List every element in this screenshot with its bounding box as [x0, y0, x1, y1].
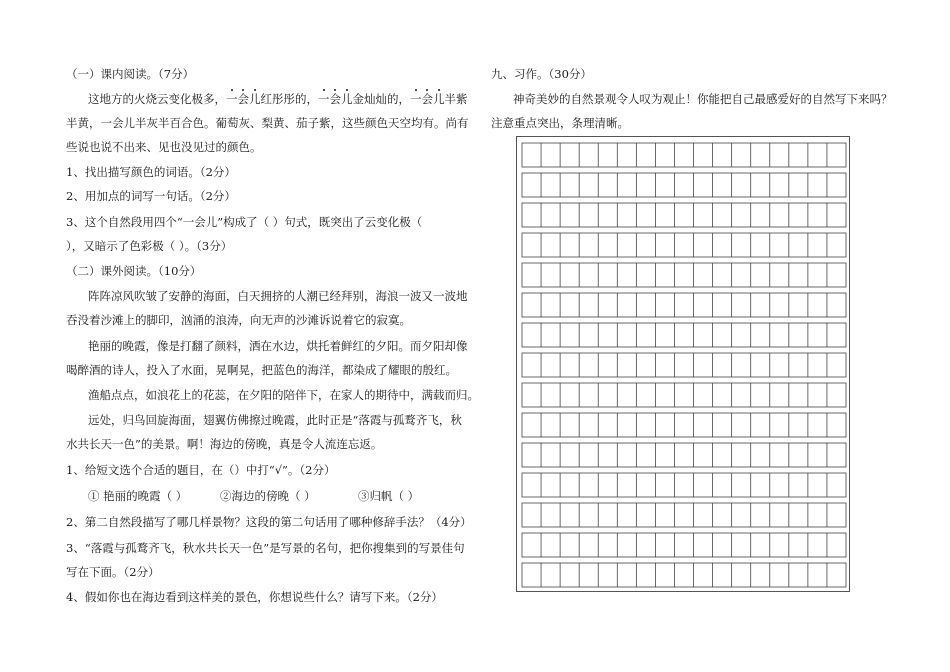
question-1-3-line-2: ），又暗示了色彩极（ ）。（3分）: [66, 239, 233, 253]
question-1-2: 2、用加点的词写一句话。（2分）: [66, 189, 236, 203]
section-one-heading: （一）课内阅读。（7分）: [66, 67, 195, 81]
grid-row: [522, 143, 846, 167]
passage-one-line-3: 些说也说不出来、见也没见过的颜色。: [66, 140, 262, 154]
grid-row: [522, 293, 846, 317]
grid-row: [522, 383, 846, 407]
passage-two-p4-line-1: 远处，归鸟回旋海面，翅翼仿佛擦过晚霞，此时正是“落霞与孤鹜齐飞，秋: [88, 413, 462, 427]
grid-row-frame: [522, 323, 846, 347]
passage-one-text: 这地方的火烧云变化极多，: [88, 92, 226, 106]
composition-prompt-line-2: 注意重点突出，条理清晰。: [491, 116, 629, 130]
passage-two-p2-line-2: 喝醉酒的诗人，投入了水面，晃啊晃，把蓝色的海洋，都染成了耀眼的殷红。: [66, 363, 457, 377]
grid-row-frame: [522, 563, 846, 587]
question-1-1: 1、找出描写颜色的词语。（2分）: [66, 165, 236, 179]
option-2[interactable]: ②海边的傍晚（ ）: [220, 489, 316, 503]
question-2-2: 2、第二自然段描写了哪几样景物？这段的第二句话用了哪种修辞手法？（4分）: [66, 515, 472, 529]
question-2-3-line-2: 写在下面。（2分）: [66, 565, 160, 579]
grid-row-frame: [522, 143, 846, 167]
passage-one-line-1: [88, 91, 468, 107]
composition-grid-cells: [517, 137, 851, 593]
passage-two-p4-line-2: 水共长天一色”的美景。啊！海边的傍晚，真是令人流连忘返。: [66, 437, 383, 451]
grid-row-frame: [522, 413, 846, 437]
grid-row: [522, 533, 846, 557]
question-1-3-line-1: 3、这个自然段用四个“一会儿”构成了（ ）句式，既突出了云变化极（: [66, 215, 423, 229]
grid-row-frame: [522, 533, 846, 557]
option-3[interactable]: ③归帆（ ）: [358, 489, 420, 503]
question-2-3-line-1: 3、“落霞与孤鹜齐飞，秋水共长天一色”是写景的名句，把你搜集到的写景佳句: [66, 541, 465, 555]
grid-row-frame: [522, 473, 846, 497]
grid-row: [522, 263, 846, 287]
grid-row: [522, 353, 846, 377]
dotted-words-a: 一会儿红彤彤的，一会儿金灿灿的，: [226, 92, 410, 106]
grid-row-frame: [522, 203, 846, 227]
passage-two-p3-line-1: 渔船点点，如浪花上的花蕊，在夕阳的陪伴下，在家人的期待中，满载而归。: [88, 388, 479, 402]
grid-row-frame: [522, 443, 846, 467]
composition-grid[interactable]: [516, 136, 850, 592]
grid-row-frame: [522, 353, 846, 377]
grid-row: [522, 323, 846, 347]
grid-row: [522, 413, 846, 437]
composition-prompt-line-1: 神奇美妙的自然景观令人叹为观止！你能把自己最感爱好的自然写下来吗？: [513, 92, 893, 106]
dotted-words-b: 一会儿半紫: [410, 92, 468, 106]
grid-row: [522, 563, 846, 587]
grid-row-frame: [522, 173, 846, 197]
grid-row: [522, 173, 846, 197]
grid-row-frame: [522, 293, 846, 317]
passage-one-line-2: 半黄，一会儿半灰半百合色。葡萄灰、梨黄、茄子紫，这些颜色天空均有。尚有: [66, 116, 469, 130]
grid-row: [522, 203, 846, 227]
question-2-4: 4、假如你也在海边看到这样美的景色，你想说些什么？请写下来。（2分）: [66, 590, 443, 604]
option-1[interactable]: ① 艳丽的晚霞（ ）: [88, 489, 188, 503]
grid-row: [522, 443, 846, 467]
passage-two-p1-line-1: 阵阵凉风吹皱了安静的海面，白天拥挤的人潮已经拜别，海浪一波又一波地: [88, 289, 468, 303]
section-nine-heading: 九、习作。（30分）: [491, 67, 592, 81]
passage-two-p1-line-2: 吞没着沙滩上的脚印，汹涌的浪涛，向无声的沙滩诉说着它的寂寞。: [66, 313, 411, 327]
grid-row: [522, 233, 846, 257]
grid-row: [522, 503, 846, 527]
grid-row-frame: [522, 383, 846, 407]
grid-row: [522, 473, 846, 497]
question-2-1: 1、给短文选个合适的题目，在（）中打“√”。（2分）: [66, 463, 336, 477]
section-two-heading: （二）课外阅读。（10分）: [66, 264, 202, 278]
grid-row-frame: [522, 263, 846, 287]
passage-two-p2-line-1: 艳丽的晚霞，像是打翻了颜料，洒在水边，烘托着鲜红的夕阳。而夕阳却像: [88, 339, 468, 353]
grid-row-frame: [522, 503, 846, 527]
grid-row-frame: [522, 233, 846, 257]
